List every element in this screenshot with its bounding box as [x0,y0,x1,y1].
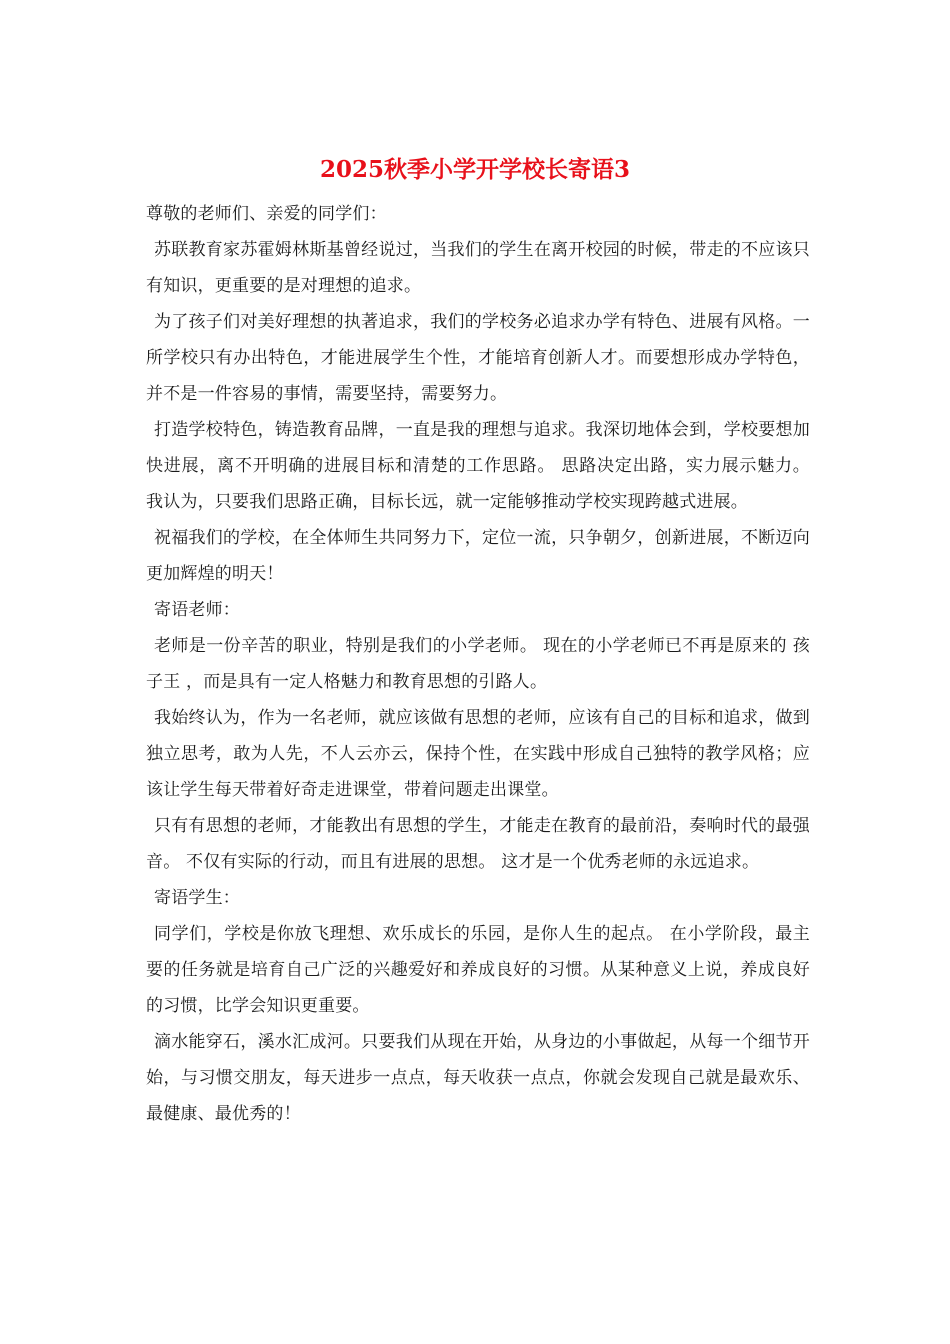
paragraph: 苏联教育家苏霍姆林斯基曾经说过，当我们的学生在离开校园的时候，带走的不应该只有知识，更重要的是对理想的追求。 [146,240,810,296]
document-body [146,196,810,1132]
paragraph: 我始终认为，作为一名老师，就应该做有思想的老师，应该有自己的目标和追求，做到独立思考，敢为人先，不人云亦云，保持个性，在实践中形成自己独特的教学风格；应该让学生每天带着好奇走进课堂，带着问题走出课堂。 [146,708,810,800]
paragraph: 祝福我们的学校，在全体师生共同努力下，定位一流，只争朝夕，创新进展，不断迈向更加辉煌的明天！ [146,528,810,584]
paragraph: 老师是一份辛苦的职业，特别是我们的小学老师。 现在的小学老师已不再是原来的 孩子王 ，而是具有一定人格魅力和教育思想的引路人。 [146,636,810,692]
paragraph: 打造学校特色，铸造教育品牌，一直是我的理想与追求。我深切地体会到，学校要想加快进展，离不开明确的进展目标和清楚的工作思路。 思路决定出路，实力展示魅力。 我认为，只要我们思路正确，目标长远，就一定能够推动学校实现跨越式进展。 [146,420,810,512]
paragraph: 同学们，学校是你放飞理想、欢乐成长的乐园，是你人生的起点。 在小学阶段，最主要的任务就是培育自己广泛的兴趣爱好和养成良好的习惯。从某种意义上说，养成良好的习惯，比学会知识更重要。 [146,924,810,1016]
paragraph: 为了孩子们对美好理想的执著追求，我们的学校务必追求办学有特色、进展有风格。一所学校只有办出特色，才能进展学生个性，才能培育创新人才。而要想形成办学特色，并不是一件容易的事情，需要坚持，需要努力。 [146,312,810,404]
section-heading-teachers: 寄语老师： [154,600,240,620]
salutation: 尊敬的老师们、亲爱的同学们： [146,204,387,224]
paragraph: 只有有思想的老师，才能教出有思想的学生，才能走在教育的最前沿，奏响时代的最强音。 不仅有实际的行动，而且有进展的思想。 这才是一个优秀老师的永远追求。 [146,816,810,872]
document-title: 2025秋季小学开学校长寄语3 [319,156,631,183]
paragraph: 滴水能穿石，溪水汇成河。只要我们从现在开始，从身边的小事做起，从每一个细节开始，与习惯交朋友，每天进步一点点，每天收获一点点，你就会发现自己就是最欢乐、最健康、最优秀的！ [146,1032,810,1124]
section-heading-students: 寄语学生： [154,888,240,908]
